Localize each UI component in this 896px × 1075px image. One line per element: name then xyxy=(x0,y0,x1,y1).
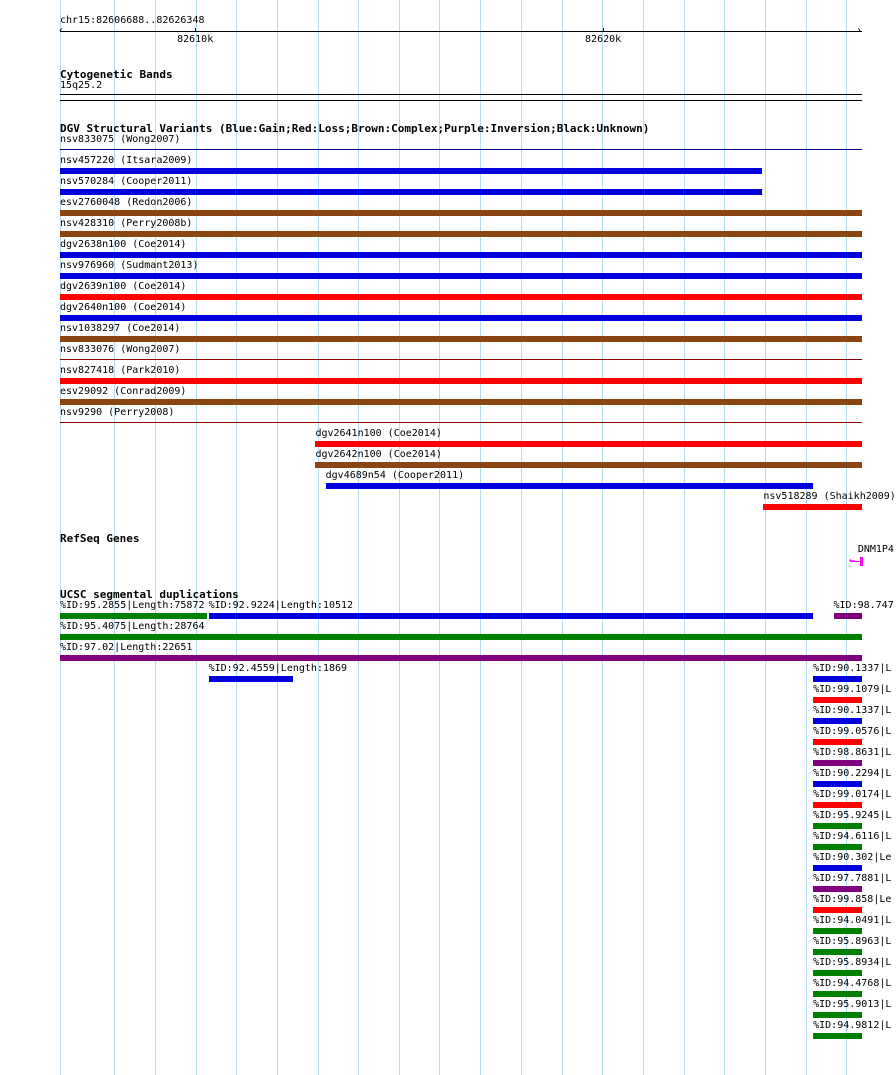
segdup-feature-bar[interactable] xyxy=(60,613,207,619)
segdup-feature-label[interactable]: %ID:94.9812|L xyxy=(813,1020,892,1031)
dgv-feature-bar[interactable] xyxy=(60,359,862,360)
gridline xyxy=(765,0,766,1075)
segdup-feature-label[interactable]: %ID:94.4768|L xyxy=(813,978,892,989)
segdup-feature-bar[interactable] xyxy=(813,865,862,871)
dgv-feature-bar[interactable] xyxy=(60,273,862,279)
segdup-feature-bar[interactable] xyxy=(813,907,862,913)
dgv-feature-bar[interactable] xyxy=(60,315,862,321)
gridline xyxy=(562,0,563,1075)
dgv-feature-bar[interactable] xyxy=(60,399,862,405)
ruler-position-label: chr15:82606688..82626348 xyxy=(60,15,205,26)
segdup-feature-bar[interactable] xyxy=(813,718,862,724)
segdup-feature-bar[interactable] xyxy=(813,991,862,997)
segdup-feature-bar[interactable] xyxy=(813,802,862,808)
segdup-feature-label[interactable]: %ID:99.0174|L xyxy=(813,789,892,800)
gridline xyxy=(358,0,359,1075)
dgv-track-title[interactable]: DGV Structural Variants (Blue:Gain;Red:Loss;Brown:Complex;Purple:Inversion;Black:Unknown) xyxy=(60,122,650,135)
dgv-feature-bar[interactable] xyxy=(315,441,862,447)
dgv-feature-label[interactable]: dgv2639n100 (Coe2014) xyxy=(60,281,187,292)
ruler-left-arrow-icon: ‹ xyxy=(58,25,65,36)
ruler-right-arrow-icon: › xyxy=(856,25,863,36)
dgv-feature-label[interactable]: nsv9290 (Perry2008) xyxy=(60,407,175,418)
ruler-axis xyxy=(60,31,862,32)
segdup-feature-label[interactable]: %ID:99.1079|L xyxy=(813,684,892,695)
dgv-feature-label[interactable]: nsv428310 (Perry2008b) xyxy=(60,218,193,229)
segdup-feature-bar[interactable] xyxy=(813,1012,862,1018)
dgv-feature-label[interactable]: dgv2641n100 (Coe2014) xyxy=(315,428,442,439)
gridline xyxy=(846,0,847,1075)
segdup-feature-label[interactable]: %ID:94.6116|L xyxy=(813,831,892,842)
segdup-feature-label[interactable]: %ID:92.4559|Length:1869 xyxy=(208,663,348,674)
gridline xyxy=(684,0,685,1075)
segdup-feature-bar[interactable] xyxy=(209,613,814,619)
dgv-feature-label[interactable]: nsv833076 (Wong2007) xyxy=(60,344,181,355)
dgv-feature-bar[interactable] xyxy=(60,149,862,150)
dgv-feature-bar[interactable] xyxy=(60,168,762,174)
gridline xyxy=(399,0,400,1075)
dgv-feature-label[interactable]: dgv4689n54 (Cooper2011) xyxy=(325,470,465,481)
segdup-track-title[interactable]: UCSC segmental duplications xyxy=(60,588,239,601)
segdup-feature-bar[interactable] xyxy=(813,844,862,850)
cytoband-label: 15q25.2 xyxy=(60,80,103,91)
gridline xyxy=(806,0,807,1075)
dgv-feature-label[interactable]: nsv457220 (Itsara2009) xyxy=(60,155,193,166)
dgv-feature-bar[interactable] xyxy=(326,483,813,489)
segdup-feature-bar[interactable] xyxy=(813,676,862,682)
dgv-feature-label[interactable]: dgv2642n100 (Coe2014) xyxy=(315,449,442,460)
gridline xyxy=(521,0,522,1075)
gridline xyxy=(439,0,440,1075)
segdup-feature-bar[interactable] xyxy=(813,781,862,787)
dgv-feature-label[interactable]: nsv518289 (Shaikh2009) xyxy=(763,491,896,502)
segdup-feature-label[interactable]: %ID:99.0576|L xyxy=(813,726,892,737)
gridline xyxy=(196,0,197,1075)
dgv-feature-label[interactable]: nsv570284 (Cooper2011) xyxy=(60,176,193,187)
dgv-feature-bar[interactable] xyxy=(60,210,862,216)
ruler-tick xyxy=(195,28,196,32)
ruler-tick-label: 82610k xyxy=(177,34,214,45)
dgv-feature-label[interactable]: nsv976960 (Sudmant2013) xyxy=(60,260,199,271)
segdup-feature-label[interactable]: %ID:90.302|Le xyxy=(813,852,892,863)
segdup-feature-bar[interactable] xyxy=(60,655,862,661)
segdup-feature-bar[interactable] xyxy=(813,760,862,766)
segdup-feature-label[interactable]: %ID:95.9013|L xyxy=(813,999,892,1010)
refseq-gene-exon[interactable] xyxy=(860,557,863,566)
segdup-feature-label[interactable]: %ID:98.8631|L xyxy=(813,747,892,758)
gridline xyxy=(318,0,319,1075)
ruler-tick xyxy=(603,28,604,32)
segdup-feature-label[interactable]: %ID:95.8963|L xyxy=(813,936,892,947)
dgv-feature-bar[interactable] xyxy=(60,294,862,300)
segdup-feature-label[interactable]: %ID:90.1337|L xyxy=(813,705,892,716)
dgv-feature-label[interactable]: esv29092 (Conrad2009) xyxy=(60,386,187,397)
segdup-feature-bar[interactable] xyxy=(209,676,293,682)
segdup-feature-bar[interactable] xyxy=(834,613,862,619)
segdup-feature-label[interactable]: %ID:90.2294|L xyxy=(813,768,892,779)
dgv-feature-bar[interactable] xyxy=(60,422,862,423)
refseq-track-title[interactable]: RefSeq Genes xyxy=(60,532,140,545)
segdup-feature-bar[interactable] xyxy=(813,949,862,955)
segdup-feature-label[interactable]: %ID:98.747 xyxy=(833,600,894,611)
ruler-tick-label: 82620k xyxy=(585,34,622,45)
dgv-feature-label[interactable]: dgv2640n100 (Coe2014) xyxy=(60,302,187,313)
dgv-feature-bar[interactable] xyxy=(763,504,862,510)
gridline xyxy=(602,0,603,1075)
segdup-feature-label[interactable]: %ID:95.2855|Length:75872 xyxy=(60,600,205,611)
refseq-gene-label[interactable]: DNM1P4 xyxy=(857,544,894,555)
gridline xyxy=(480,0,481,1075)
dgv-feature-bar[interactable] xyxy=(60,189,762,195)
segdup-feature-bar[interactable] xyxy=(813,886,862,892)
segdup-feature-label[interactable]: %ID:97.02|Length:22651 xyxy=(60,642,193,653)
segdup-feature-label[interactable]: %ID:94.0491|L xyxy=(813,915,892,926)
segdup-feature-bar[interactable] xyxy=(60,634,862,640)
gridline xyxy=(236,0,237,1075)
segdup-feature-label[interactable]: %ID:90.1337|L xyxy=(813,663,892,674)
segdup-feature-label[interactable]: %ID:97.7881|L xyxy=(813,873,892,884)
cytoband-line-top xyxy=(60,94,862,95)
dgv-feature-label[interactable]: nsv833075 (Wong2007) xyxy=(60,134,181,145)
dgv-feature-label[interactable]: nsv827418 (Park2010) xyxy=(60,365,181,376)
cytoband-track-title[interactable]: Cytogenetic Bands xyxy=(60,68,173,81)
segdup-feature-bar[interactable] xyxy=(813,1033,862,1039)
dgv-feature-bar[interactable] xyxy=(60,231,862,237)
segdup-feature-label[interactable]: %ID:95.9245|L xyxy=(813,810,892,821)
dgv-feature-bar[interactable] xyxy=(60,252,862,258)
gridline xyxy=(643,0,644,1075)
cytoband-line-bottom xyxy=(60,100,862,101)
strand-arrow-left-icon: ← xyxy=(848,555,855,566)
dgv-feature-label[interactable]: dgv2638n100 (Coe2014) xyxy=(60,239,187,250)
segdup-feature-label[interactable]: %ID:92.9224|Length:10512 xyxy=(208,600,354,611)
segdup-feature-bar[interactable] xyxy=(813,697,862,703)
gridline xyxy=(724,0,725,1075)
segdup-feature-bar[interactable] xyxy=(813,928,862,934)
segdup-feature-label[interactable]: %ID:95.4075|Length:28764 xyxy=(60,621,205,632)
segdup-feature-label[interactable]: %ID:95.8934|L xyxy=(813,957,892,968)
segdup-feature-bar[interactable] xyxy=(813,970,862,976)
gridline xyxy=(277,0,278,1075)
dgv-feature-bar[interactable] xyxy=(60,336,862,342)
dgv-feature-bar[interactable] xyxy=(60,378,862,384)
segdup-feature-label[interactable]: %ID:99.858|Le xyxy=(813,894,892,905)
segdup-feature-bar[interactable] xyxy=(813,739,862,745)
segdup-feature-bar[interactable] xyxy=(813,823,862,829)
dgv-feature-bar[interactable] xyxy=(315,462,862,468)
dgv-feature-label[interactable]: nsv1038297 (Coe2014) xyxy=(60,323,181,334)
dgv-feature-label[interactable]: esv2760048 (Redon2006) xyxy=(60,197,193,208)
